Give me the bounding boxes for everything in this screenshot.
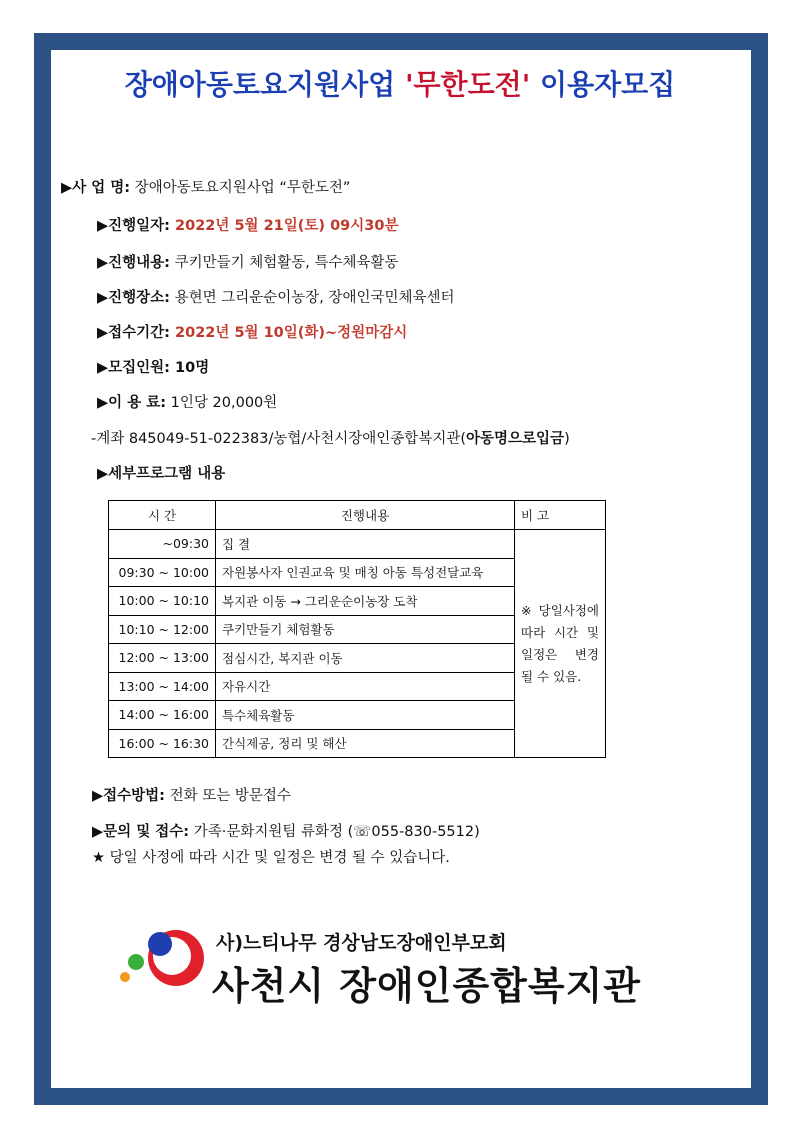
header-time: 시 간 (109, 501, 216, 530)
row-time: 09:30 ~ 10:00 (109, 558, 216, 587)
title-part2: 이용자모집 (530, 68, 676, 101)
row-time: 14:00 ~ 16:00 (109, 701, 216, 730)
info-period: ▶접수기간: 2022년 5월 10일(화)~정원마감시 (97, 325, 408, 341)
row-time: 16:00 ~ 16:30 (109, 729, 216, 758)
row-time: ~09:30 (109, 530, 216, 559)
note-line: 일정은 변경 (521, 646, 599, 662)
row-content: 쿠키만들기 체험활동 (216, 615, 515, 644)
table-header-row (109, 501, 606, 530)
info-capacity: ▶모집인원: 10명 (97, 360, 210, 376)
title-part1: 장애아동토요지원사업 (124, 68, 405, 101)
row-content: 점심시간, 복지관 이동 (216, 644, 515, 673)
org-logo (84, 895, 664, 1008)
info-contact: ▶문의 및 접수: 가족·문화지원팀 류화정 (☏055-830-5512) (92, 824, 480, 840)
row-time: 13:00 ~ 14:00 (109, 672, 216, 701)
row-content: 자원봉사자 인권교육 및 매칭 아동 특성전달교육 (216, 558, 515, 587)
note-line: 따라 시간 및 (521, 624, 599, 640)
info-location: ▶진행장소: 용현면 그리운순이농장, 장애인국민체육센터 (97, 290, 455, 306)
info-program-name: ▶사 업 명: 장애아동토요지원사업 “무한도전” (61, 180, 351, 196)
row-time: 12:00 ~ 13:00 (109, 644, 216, 673)
title-highlight: '무한도전' (404, 68, 531, 101)
note-line: 될 수 있음. (521, 668, 582, 684)
info-account: -계좌 845049-51-022383/농협/사천시장애인종합복지관(아동명으로입금) (91, 431, 570, 447)
header-content: 진행내용 (216, 501, 515, 530)
row-content: 집 결 (216, 530, 515, 559)
info-method: ▶접수방법: 전화 또는 방문접수 (92, 788, 291, 804)
page-title (0, 63, 800, 103)
schedule-table (108, 500, 606, 758)
note-cell (515, 530, 606, 758)
info-content: ▶진행내용: 쿠키만들기 체험활동, 특수체육활동 (97, 255, 399, 271)
row-content: 자유시간 (216, 672, 515, 701)
row-content: 간식제공, 정리 및 해산 (216, 729, 515, 758)
table-row (109, 530, 606, 559)
info-date: ▶진행일자: 2022년 5월 21일(토) 09시30분 (97, 218, 399, 234)
info-fee: ▶이 용 료: 1인당 20,000원 (97, 395, 278, 411)
row-content: 복지관 이동 → 그리운순이농장 도착 (216, 587, 515, 616)
row-time: 10:00 ~ 10:10 (109, 587, 216, 616)
notice: ★ 당일 사정에 따라 시간 및 일정은 변경 될 수 있습니다. (92, 850, 450, 866)
org-subtitle: 사)느티나무 경상남도장애인부모회 (216, 932, 507, 954)
header-note: 비 고 (515, 501, 606, 530)
row-content: 특수체육활동 (216, 701, 515, 730)
row-time: 10:10 ~ 12:00 (109, 615, 216, 644)
org-name: 사천시 장애인종합복지관 (212, 964, 642, 1008)
note-line: ※당일사정에 (521, 602, 599, 618)
circle-logo-icon (114, 928, 210, 1004)
program-heading: ▶세부프로그램 내용 (97, 466, 226, 482)
